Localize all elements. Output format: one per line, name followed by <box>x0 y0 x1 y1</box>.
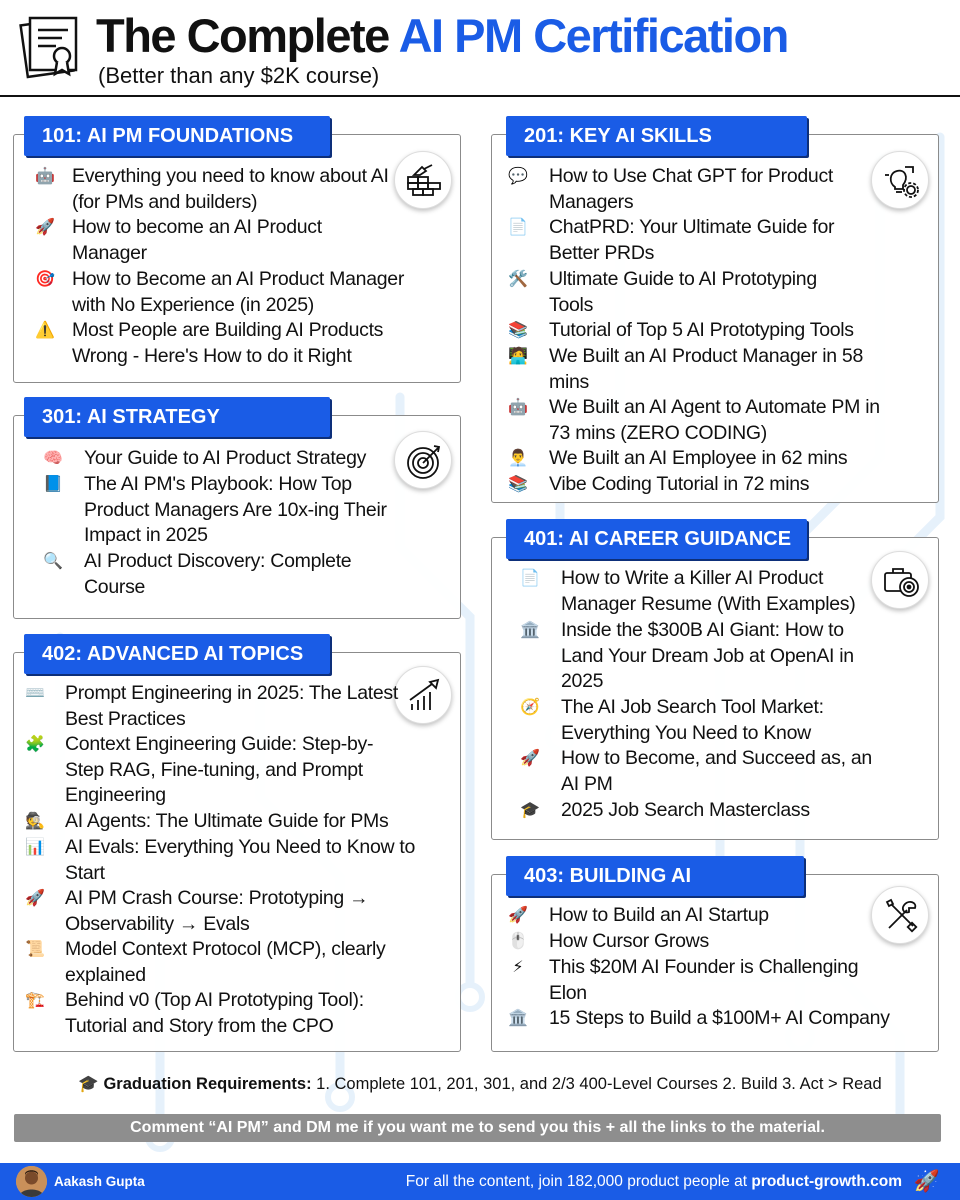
section-402-item-2[interactable] <box>20 732 410 809</box>
blue-book-icon: 📘 <box>43 476 63 493</box>
section-403-item-3[interactable] <box>503 955 883 1006</box>
graduation-cap-icon: 🎓 <box>520 802 540 819</box>
bank-icon: 🏛️ <box>508 1010 528 1027</box>
section-402-item-4[interactable] <box>20 835 440 886</box>
section-101-tab: 101: AI PM FOUNDATIONS <box>24 116 330 156</box>
section-401-item-4[interactable] <box>515 746 875 797</box>
section-101-item-3[interactable] <box>30 267 420 318</box>
section-402-item-6[interactable] <box>20 937 420 988</box>
compass-icon: 🧭 <box>520 699 540 716</box>
item-label: AI PM Crash Course: Prototyping → Observability → Evals <box>65 887 369 935</box>
document-icon: 📄 <box>520 570 540 587</box>
section-402-tab: 402: ADVANCED AI TOPICS <box>24 634 330 674</box>
rocket-icon: 🚀 <box>508 907 528 924</box>
item-label: Vibe Coding Tutorial in 72 mins <box>549 473 810 495</box>
section-201-item-1[interactable] <box>503 164 863 215</box>
section-403-item-1[interactable] <box>503 903 863 929</box>
section-403-item-2[interactable] <box>503 929 863 955</box>
mouse-icon: 🖱️ <box>508 933 528 950</box>
item-label: How to Write a Killer AI Product Manager Resume (With Examples) <box>561 567 856 615</box>
title-text: The Complete <box>96 9 399 62</box>
header <box>0 0 960 97</box>
section-101-item-1[interactable] <box>30 164 392 215</box>
section-402-item-7[interactable] <box>20 988 420 1039</box>
item-label: Context Engineering Guide: Step-by-Step RAG, Fine-tuning, and Prompt Engineering <box>65 733 374 807</box>
section-402-item-1[interactable] <box>20 681 410 732</box>
footer-link[interactable]: product-growth.com <box>751 1173 902 1190</box>
graduation-text: 1. Complete 101, 201, 301, and 2/3 400-Level Courses 2. Build 3. Act > Read <box>311 1075 882 1093</box>
item-label: How to Become, and Succeed as, an AI PM <box>561 747 872 795</box>
hammer-wrench-icon: 🛠️ <box>508 271 528 288</box>
comment-call-to-action: Comment “AI PM” and DM me if you want me to send you this + all the links to the material. <box>14 1114 941 1142</box>
section-402-item-5[interactable] <box>20 886 420 937</box>
keyboard-icon: ⌨️ <box>25 685 45 702</box>
robot-icon: 🤖 <box>35 168 55 185</box>
tools-icon <box>881 896 921 936</box>
briefcase-target-icon <box>881 561 921 601</box>
footer-cta-text: For all the content, join 182,000 product people at <box>405 1173 752 1190</box>
section-201-badge <box>871 151 929 209</box>
books-icon: 📚 <box>508 476 528 493</box>
section-201-item-6[interactable] <box>503 395 893 446</box>
item-label: The AI PM's Playbook: How Top Product Managers Are 10x-ing Their Impact in 2025 <box>84 473 387 547</box>
section-401-tab: 401: AI CAREER GUIDANCE <box>506 519 807 559</box>
brick-wall-build-icon <box>404 161 444 201</box>
bar-chart-icon: 📊 <box>25 839 45 856</box>
rocket-icon: 🚀 <box>25 890 45 907</box>
bank-icon: 🏛️ <box>520 622 540 639</box>
section-403-item-4[interactable] <box>503 1006 923 1032</box>
item-label: Model Context Protocol (MCP), clearly explained <box>65 938 386 986</box>
section-403-badge <box>871 886 929 944</box>
section-401-item-5[interactable] <box>515 798 875 824</box>
item-label: How to Use Chat GPT for Product Managers <box>549 165 834 213</box>
title-accent-text: AI PM Certification <box>398 9 788 62</box>
books-icon: 📚 <box>508 322 528 339</box>
item-label: Most People are Building AI Products Wrong - Here's How to do it Right <box>72 319 384 367</box>
section-101-badge <box>394 151 452 209</box>
lightning-icon: ⚡ <box>512 959 524 976</box>
item-label: The AI Job Search Tool Market: Everything You Need to Know <box>561 696 824 744</box>
graduation-label: Graduation Requirements: <box>103 1075 312 1093</box>
detective-icon: 🕵️ <box>25 813 45 830</box>
section-401-item-3[interactable] <box>515 695 875 746</box>
rocket-icon: 🚀 <box>35 219 55 236</box>
graduation-cap-icon: 🎓 <box>78 1075 99 1093</box>
section-201-item-8[interactable] <box>503 472 923 498</box>
certificate-icon <box>18 14 84 80</box>
section-402-item-3[interactable] <box>20 809 440 835</box>
item-label: Prompt Engineering in 2025: The Latest Best Practices <box>65 682 398 730</box>
item-label: Inside the $300B AI Giant: How to Land Your Dream Job at OpenAI in 2025 <box>561 619 854 693</box>
warning-icon: ⚠️ <box>35 322 55 339</box>
item-label: How to become an AI Product Manager <box>72 216 322 264</box>
section-201-item-3[interactable] <box>503 267 863 318</box>
person-silhouette-icon <box>16 1166 47 1197</box>
rocket-icon: 🚀 <box>520 750 540 767</box>
item-label: How Cursor Grows <box>549 930 709 952</box>
item-label: This $20M AI Founder is Challenging Elon <box>549 956 859 1004</box>
puzzle-icon: 🧩 <box>25 736 45 753</box>
growth-rocket-icon <box>404 676 444 716</box>
item-label: We Built an AI Agent to Automate PM in 73 mins (ZERO CODING) <box>549 396 880 444</box>
section-201-item-5[interactable] <box>503 344 893 395</box>
item-label: AI Evals: Everything You Need to Know to Start <box>65 836 416 884</box>
section-201-item-2[interactable] <box>503 215 863 266</box>
section-301-item-1[interactable] <box>38 446 398 472</box>
section-301-tab: 301: AI STRATEGY <box>24 397 330 437</box>
office-worker-icon: 👨‍💼 <box>508 450 528 467</box>
section-201-item-4[interactable] <box>503 318 923 344</box>
item-label: How to Become an AI Product Manager with No Experience (in 2025) <box>72 268 405 316</box>
robot-icon: 🤖 <box>508 399 528 416</box>
rocket-icon: 🚀 <box>913 1170 940 1193</box>
item-label: Behind v0 (Top AI Prototyping Tool): Tutorial and Story from the CPO <box>65 989 364 1037</box>
section-301-item-2[interactable] <box>38 472 418 549</box>
section-101-item-2[interactable] <box>30 215 392 266</box>
avatar[interactable] <box>16 1166 47 1197</box>
item-label: How to Build an AI Startup <box>549 904 769 926</box>
item-label: We Built an AI Product Manager in 58 mins <box>549 345 864 393</box>
footer <box>0 1163 960 1200</box>
page-title <box>96 8 788 64</box>
crane-icon: 🏗️ <box>25 992 45 1009</box>
section-201-tab: 201: KEY AI SKILLS <box>506 116 807 156</box>
item-label: Ultimate Guide to AI Prototyping Tools <box>549 268 817 316</box>
target-icon: 🎯 <box>35 271 55 288</box>
section-301-item-3[interactable] <box>38 549 398 600</box>
section-401-item-1[interactable] <box>515 566 885 617</box>
page-subtitle: (Better than any $2K course) <box>98 63 380 88</box>
section-201-item-7[interactable] <box>503 446 923 472</box>
item-label: ChatPRD: Your Ultimate Guide for Better PRDs <box>549 216 835 264</box>
speech-bubble-icon: 💬 <box>508 168 528 185</box>
item-label: Everything you need to know about AI (for PMs and builders) <box>72 165 389 213</box>
brain-icon: 🧠 <box>43 450 63 467</box>
lightbulb-gear-icon <box>881 161 921 201</box>
author-name[interactable]: Aakash Gupta <box>54 1174 145 1189</box>
item-label: Tutorial of Top 5 AI Prototyping Tools <box>549 319 854 341</box>
section-101-item-4[interactable] <box>30 318 420 369</box>
graduation-requirements <box>0 1075 960 1094</box>
item-label: AI Agents: The Ultimate Guide for PMs <box>65 810 389 832</box>
item-label: 15 Steps to Build a $100M+ AI Company <box>549 1007 890 1029</box>
section-403-tab: 403: BUILDING AI <box>506 856 804 896</box>
item-label: 2025 Job Search Masterclass <box>561 799 810 821</box>
scroll-icon: 📜 <box>25 941 45 958</box>
section-401-item-2[interactable] <box>515 618 875 695</box>
item-label: AI Product Discovery: Complete Course <box>84 550 352 598</box>
item-label: We Built an AI Employee in 62 mins <box>549 447 848 469</box>
magnifier-icon: 🔍 <box>43 553 63 570</box>
footer-cta <box>406 1163 902 1200</box>
document-icon: 📄 <box>508 219 528 236</box>
technologist-icon: 🧑‍💻 <box>508 348 528 365</box>
item-label: Your Guide to AI Product Strategy <box>84 447 367 469</box>
